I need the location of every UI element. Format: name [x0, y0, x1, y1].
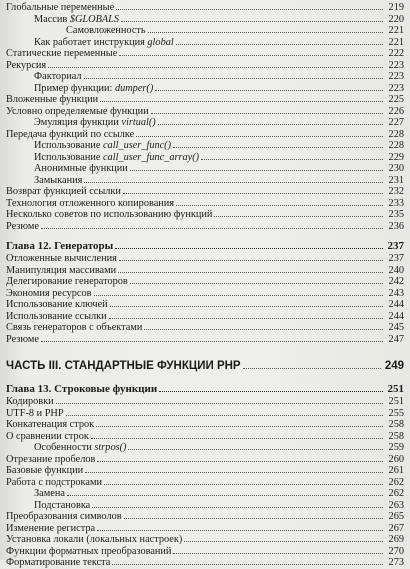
- toc-entry: [6, 419, 404, 431]
- entry-page-number: 244: [388, 299, 404, 310]
- toc-entry: [6, 534, 404, 546]
- dot-leader: [41, 341, 383, 342]
- entry-title: [6, 511, 122, 523]
- toc-entry: [6, 14, 404, 26]
- dot-leader: [48, 67, 383, 68]
- dot-leader: [92, 507, 383, 508]
- entry-title-text: Отложенные вычисления: [6, 253, 117, 264]
- dot-leader: [104, 484, 383, 485]
- chapter-page: 237: [387, 240, 404, 252]
- entry-page-number: 228: [388, 128, 404, 140]
- toc-entry: [6, 396, 404, 408]
- dot-leader: [115, 248, 383, 249]
- dot-leader: [96, 426, 383, 427]
- toc-entry: [6, 500, 404, 512]
- entry-title: [6, 419, 94, 431]
- toc-part-3: [6, 359, 404, 373]
- entry-title: [66, 25, 146, 37]
- entry-title-text: Замена: [34, 488, 65, 499]
- toc-entry: [6, 334, 404, 346]
- dot-leader: [124, 518, 383, 519]
- entry-title: [34, 83, 153, 95]
- entry-title: [6, 477, 102, 489]
- dot-leader: [119, 260, 383, 261]
- toc-entry: [6, 140, 404, 152]
- entry-page-number: 258: [388, 430, 404, 442]
- entry-title: [6, 60, 46, 72]
- entry-title: [6, 322, 142, 334]
- entry-page-number: 255: [388, 407, 404, 419]
- entry-title-text: Особенности: [34, 442, 95, 453]
- toc-entry: [6, 175, 404, 187]
- entry-title-text: Массив: [34, 13, 70, 25]
- toc-entry: [6, 511, 404, 523]
- entry-title-text: О сравнении строк: [6, 430, 89, 442]
- entry-page-number: 233: [388, 197, 404, 209]
- toc-entry: [6, 37, 404, 49]
- dot-leader: [173, 553, 383, 554]
- entry-title-text: Технология отложенного копирования: [6, 197, 175, 209]
- toc-chapter-12: [6, 240, 404, 253]
- toc-entry: [6, 488, 404, 500]
- entry-page-number: 237: [388, 253, 404, 264]
- dot-leader: [214, 216, 383, 217]
- entry-page-number: 269: [388, 534, 404, 545]
- dot-leader: [116, 9, 383, 10]
- chapter-title: Глава 13. Строковые функции: [6, 383, 158, 395]
- entry-title-text: Самовложенность: [66, 25, 146, 36]
- entry-page-number: 227: [388, 117, 404, 128]
- entry-page-number: 260: [388, 453, 404, 465]
- dot-leader: [97, 530, 383, 531]
- dot-leader: [155, 90, 383, 91]
- entry-title: [6, 523, 95, 535]
- entry-page-number: 226: [388, 105, 404, 117]
- entry-title-text: Глобальные переменные: [6, 2, 115, 13]
- toc-entry: [6, 454, 404, 466]
- entry-title: [6, 209, 212, 221]
- toc-entry: [6, 546, 404, 558]
- toc-entry: [6, 209, 404, 221]
- entry-title-text: Связь генераторов с объектами: [6, 322, 143, 333]
- entry-title-text: Преобразования символов: [6, 511, 122, 522]
- toc-entry: [6, 442, 404, 454]
- entry-page-number: 240: [388, 264, 404, 276]
- entry-page-number: 242: [388, 276, 404, 287]
- dot-leader: [243, 368, 381, 369]
- entry-page-number: 228: [388, 140, 404, 151]
- toc-entry: [6, 288, 404, 300]
- dot-leader: [130, 283, 383, 284]
- entry-title-text: Условно определяемые функции: [6, 105, 149, 117]
- entry-page-number: 270: [388, 545, 404, 557]
- dot-leader: [41, 228, 383, 229]
- entry-title: [34, 14, 119, 26]
- toc-entry: [6, 186, 404, 198]
- entry-title: [6, 465, 83, 477]
- entry-title: [6, 454, 95, 466]
- toc-entry: [6, 129, 404, 141]
- toc-entry: [6, 117, 404, 129]
- dot-leader: [85, 472, 383, 473]
- entry-title: [6, 311, 107, 323]
- entry-title-code: $GLOBALS: [69, 13, 120, 25]
- toc-entry: [6, 322, 404, 334]
- toc-entry: [6, 163, 404, 175]
- entry-title: [6, 396, 54, 408]
- dot-leader: [94, 295, 383, 296]
- dot-leader: [97, 461, 383, 462]
- entry-title-text: Форматирование текста: [6, 557, 111, 568]
- entry-title-code: call_user_func_array(): [102, 151, 200, 163]
- toc-entry: [6, 221, 404, 233]
- toc-entry: [6, 253, 404, 265]
- dot-leader: [110, 306, 383, 307]
- entry-title-text: Использование: [34, 140, 103, 151]
- entry-title: [6, 106, 149, 118]
- entry-page-number: 273: [388, 557, 404, 568]
- entry-title: [6, 431, 89, 443]
- entry-page-number: 231: [388, 174, 404, 186]
- entry-page-number: 232: [388, 186, 404, 197]
- dot-leader: [56, 403, 383, 404]
- entry-title: [6, 221, 39, 233]
- toc-entry: [6, 276, 404, 288]
- entry-page-number: 223: [388, 71, 404, 82]
- entry-title: [34, 71, 82, 83]
- entry-title: [34, 163, 128, 175]
- entry-title: [6, 408, 64, 420]
- toc-entry: [6, 106, 404, 118]
- entry-title-code: global: [147, 36, 174, 48]
- entry-title: [6, 129, 134, 141]
- entry-title-text: Конкатенация строк: [6, 419, 95, 430]
- dot-leader: [121, 21, 383, 22]
- entry-page-number: 262: [388, 476, 404, 488]
- entry-title: [6, 94, 98, 106]
- entry-title-text: Вложенные функции: [6, 94, 99, 105]
- entry-title-text: Несколько советов по использованию функций: [6, 209, 213, 220]
- entry-title-text: Использование: [34, 151, 103, 163]
- entry-page-number: 259: [388, 442, 404, 453]
- entry-title-text: Передача функций по ссылке: [6, 128, 135, 140]
- dot-leader: [151, 113, 383, 114]
- dot-leader: [100, 101, 383, 102]
- entry-title: [6, 198, 174, 210]
- entry-title-text: Использование ссылки: [6, 310, 107, 322]
- entry-title: [34, 140, 171, 152]
- entry-title-text: Кодировки: [6, 396, 54, 407]
- toc-entry: [6, 94, 404, 106]
- entry-title-text: Резюме: [6, 220, 39, 232]
- entry-page-number: 222: [388, 48, 404, 59]
- entry-title-text: Делегирование генераторов: [6, 276, 128, 287]
- entry-page-number: 225: [388, 94, 404, 105]
- dot-leader: [136, 136, 383, 137]
- entry-page-number: 221: [388, 25, 404, 36]
- entry-title: [6, 2, 114, 14]
- table-of-contents: [6, 2, 404, 569]
- entry-page-number: 235: [388, 209, 404, 220]
- toc-entry: [6, 431, 404, 443]
- toc-entry: [6, 2, 404, 14]
- entry-page-number: 245: [388, 322, 404, 333]
- dot-leader: [112, 564, 383, 565]
- toc-section-string-functions: [6, 396, 404, 569]
- entry-page-number: 219: [388, 2, 404, 13]
- part-title: ЧАСТЬ III. СТАНДАРТНЫЕ ФУНКЦИИ PHP: [6, 360, 241, 372]
- toc-entry: [6, 408, 404, 420]
- chapter-page: 251: [387, 383, 404, 395]
- toc-section-functions: [6, 2, 404, 232]
- entry-title: [34, 117, 156, 129]
- dot-leader: [201, 159, 383, 160]
- toc-entry: [6, 311, 404, 323]
- toc-entry: [6, 198, 404, 210]
- dot-leader: [123, 193, 383, 194]
- dot-leader: [67, 495, 383, 496]
- entry-title-text: Анонимные функции: [34, 163, 128, 174]
- toc-entry: [6, 265, 404, 277]
- entry-title-text: Факториал: [34, 71, 82, 82]
- entry-title-text: Статические переменные: [6, 48, 118, 59]
- chapter-title: Глава 12. Генераторы: [6, 240, 114, 252]
- dot-leader: [159, 391, 383, 392]
- toc-entry: [6, 71, 404, 83]
- entry-title-text: Как работает инструкция: [34, 36, 148, 48]
- entry-title-text: Установка локали (локальных настроек): [6, 534, 183, 545]
- entry-page-number: 258: [388, 419, 404, 430]
- entry-title-code: dumper(): [114, 82, 154, 94]
- entry-title: [34, 500, 90, 512]
- entry-page-number: 265: [388, 511, 404, 522]
- entry-title-text: Экономия ресурсов: [6, 287, 92, 299]
- entry-title: [6, 546, 171, 558]
- entry-page-number: 261: [388, 465, 404, 476]
- entry-title: [6, 557, 110, 569]
- entry-title: [34, 175, 82, 187]
- entry-title: [6, 186, 121, 198]
- dot-leader: [130, 170, 383, 171]
- dot-leader: [66, 415, 383, 416]
- entry-page-number: 263: [388, 499, 404, 511]
- entry-page-number: 262: [388, 488, 404, 499]
- toc-entry: [6, 477, 404, 489]
- dot-leader: [148, 32, 383, 33]
- dot-leader: [158, 124, 383, 125]
- entry-page-number: 229: [388, 151, 404, 163]
- entry-title: [6, 276, 128, 288]
- entry-title: [34, 442, 126, 454]
- entry-title: [34, 37, 174, 49]
- dot-leader: [84, 182, 383, 183]
- dot-leader: [144, 329, 383, 330]
- part-page: 249: [384, 360, 404, 372]
- entry-title-text: Изменение регистра: [6, 522, 96, 534]
- entry-title-text: Работа с подстроками: [6, 476, 103, 488]
- entry-title-text: Эмуляция функции: [34, 117, 122, 128]
- entry-title-text: Функции форматных преобразований: [6, 545, 172, 557]
- entry-title: [6, 253, 117, 265]
- entry-title-text: Подстановка: [34, 499, 91, 511]
- entry-title-text: Рекурсия: [6, 59, 47, 71]
- toc-entry: [6, 60, 404, 72]
- entry-title-text: Возврат функцией ссылки: [6, 186, 121, 197]
- toc-entry: [6, 48, 404, 60]
- entry-title: [6, 288, 92, 300]
- dot-leader: [109, 318, 383, 319]
- entry-title-text: Базовые функции: [6, 465, 84, 476]
- toc-entry: [6, 83, 404, 95]
- dot-leader: [91, 438, 383, 439]
- entry-title-text: UTF-8 и PHP: [6, 407, 64, 419]
- toc-section-generators: [6, 253, 404, 345]
- entry-title: [34, 488, 65, 500]
- entry-title-code: call_user_func(): [102, 140, 172, 151]
- dot-leader: [176, 44, 383, 45]
- entry-title: [6, 265, 116, 277]
- entry-title-text: Манипуляция массивами: [6, 264, 117, 276]
- entry-page-number: 267: [388, 522, 404, 534]
- entry-title-text: Замыкания: [34, 174, 83, 186]
- entry-page-number: 251: [388, 396, 404, 407]
- entry-title-text: Использование ключей: [6, 299, 108, 310]
- entry-title-text: Отрезание пробелов: [6, 453, 96, 465]
- dot-leader: [84, 78, 383, 79]
- entry-title: [6, 299, 108, 311]
- dot-leader: [119, 55, 383, 56]
- toc-entry: [6, 523, 404, 535]
- entry-title: [6, 334, 39, 346]
- dot-leader: [176, 205, 383, 206]
- toc-entry: [6, 299, 404, 311]
- entry-page-number: 223: [388, 59, 404, 71]
- entry-page-number: 221: [388, 36, 404, 48]
- dot-leader: [128, 449, 383, 450]
- toc-chapter-13: [6, 383, 404, 396]
- toc-entry: [6, 557, 404, 569]
- entry-page-number: 247: [388, 333, 404, 345]
- entry-title: [6, 534, 182, 546]
- entry-title-code: virtual(): [121, 117, 156, 128]
- entry-page-number: 223: [388, 82, 404, 94]
- entry-title: [6, 48, 117, 60]
- entry-page-number: 230: [388, 163, 404, 174]
- entry-page-number: 220: [388, 13, 404, 25]
- entry-title-text: Пример функции:: [34, 82, 115, 94]
- dot-leader: [118, 272, 383, 273]
- entry-page-number: 243: [388, 287, 404, 299]
- toc-entry: [6, 465, 404, 477]
- entry-title-text: Резюме: [6, 333, 39, 345]
- dot-leader: [173, 147, 383, 148]
- entry-title-code: strpos(): [94, 442, 127, 453]
- toc-entry: [6, 25, 404, 37]
- entry-page-number: 236: [388, 220, 404, 232]
- entry-page-number: 244: [388, 310, 404, 322]
- entry-title: [34, 152, 199, 164]
- dot-leader: [184, 541, 383, 542]
- toc-entry: [6, 152, 404, 164]
